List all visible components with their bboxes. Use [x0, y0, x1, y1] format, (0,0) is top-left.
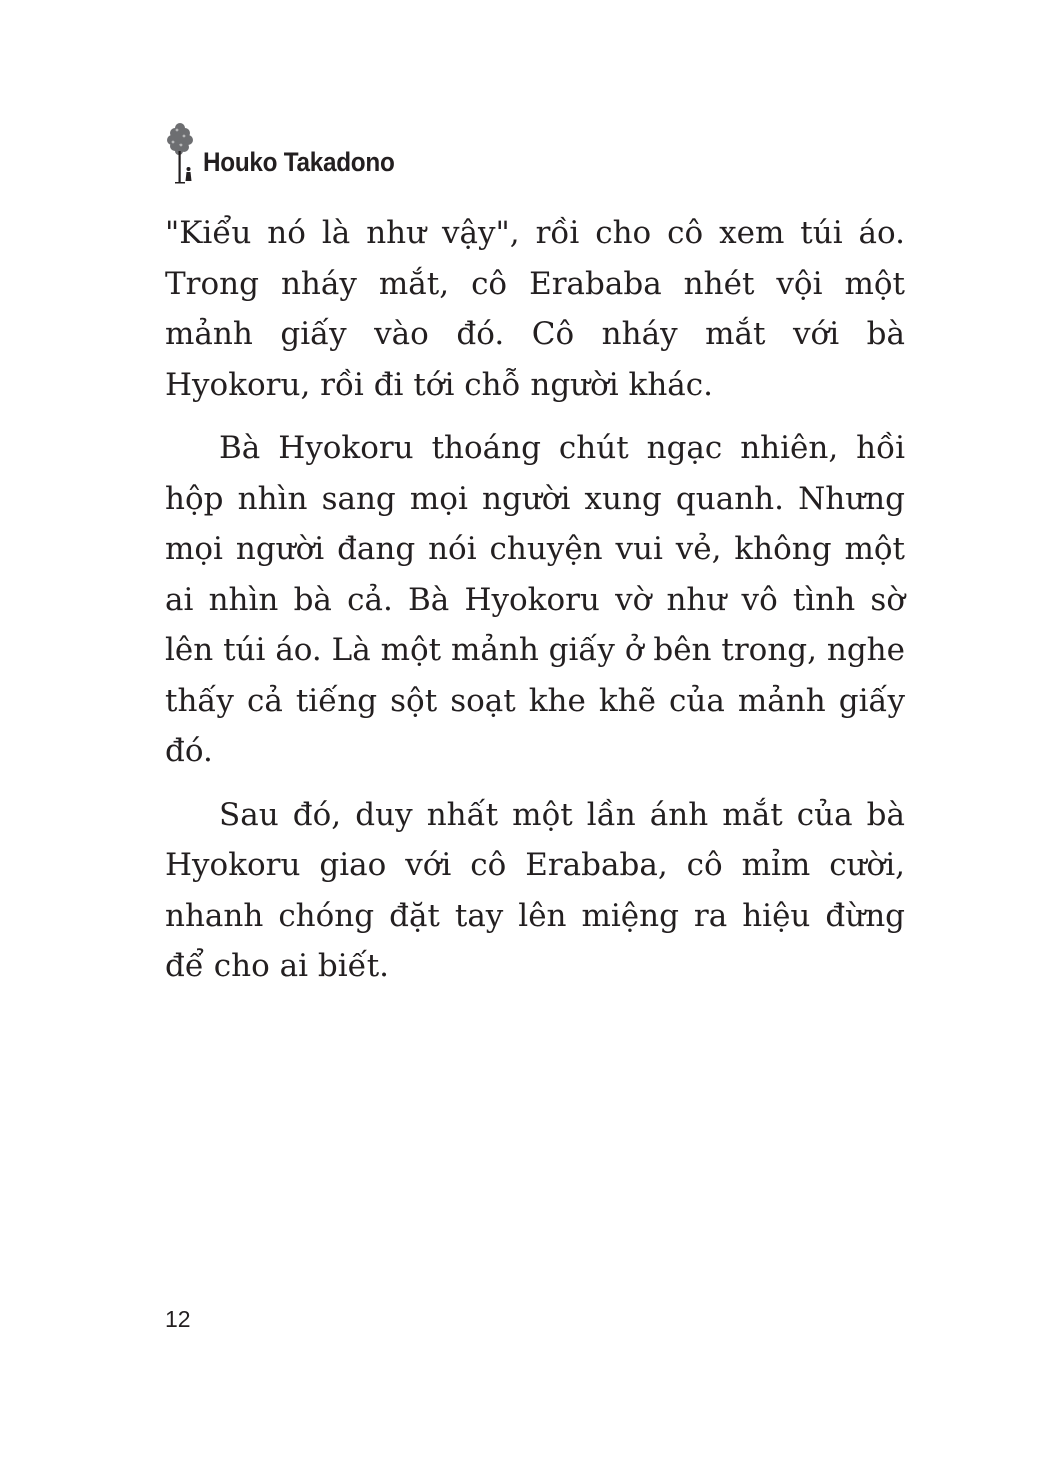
page-number: 12 — [165, 1306, 191, 1332]
body-text — [165, 208, 905, 1005]
author-name: Houko Takadono — [203, 146, 395, 177]
paragraph: Bà Hyokoru thoáng chút ngạc nhiên, hồi hộp nhìn sang mọi người xung quanh. Nhưng mọi người đang nói chuyện vui vẻ, không một ai nhìn bà cả. Bà Hyokoru vờ như vô tình sờ lên túi áo. Là một mảnh giấy ở bên trong, nghe thấy cả tiếng sột soạt khe khẽ của mảnh giấy đó. — [165, 430, 905, 769]
paragraph: "Kiểu nó là như vậy", rồi cho cô xem túi áo. Trong nháy mắt, cô Erababa nhét vội một mảnh giấy vào đó. Cô nháy mắt với bà Hyokoru, rồi đi tới chỗ người khác. — [165, 215, 905, 403]
running-header — [163, 118, 416, 186]
paragraph: Sau đó, duy nhất một lần ánh mắt của bà Hyokoru giao với cô Erababa, cô mỉm cười, nhanh chóng đặt tay lên miệng ra hiệu đừng để cho ai biết. — [165, 796, 905, 984]
tree-icon — [163, 118, 197, 186]
